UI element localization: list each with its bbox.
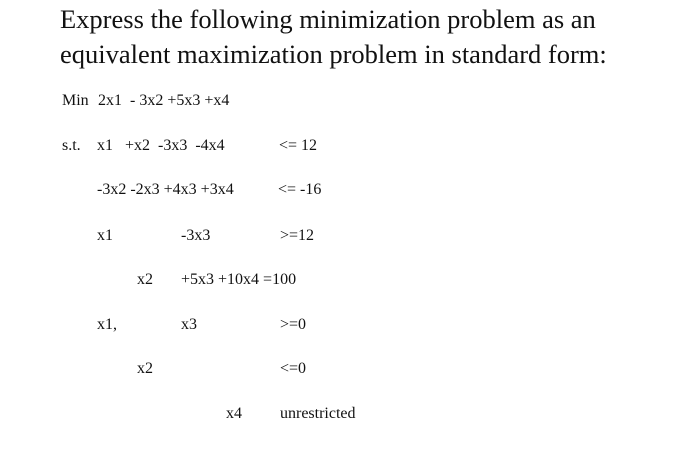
domain-2-relation: <=0 <box>280 360 307 377</box>
constraint-3-relation: >=12 <box>280 227 315 244</box>
constraint-1-relation: <= 12 <box>279 137 318 154</box>
domain-2-term-x2: x2 <box>137 360 153 377</box>
title-line-2: equivalent maximization problem in standard form: <box>60 39 607 69</box>
objective-label: Min <box>62 92 89 109</box>
constraint-2-lhs: -3x2 -2x3 +4x3 +3x4 <box>97 181 234 198</box>
constraint-4-rest: +5x3 +10x4 =100 <box>181 271 297 288</box>
domain-3-relation: unrestricted <box>280 405 356 422</box>
domain-3-term-x4: x4 <box>226 405 242 422</box>
constraint-3-term-x1: x1 <box>97 227 113 244</box>
domain-1-term-x3: x3 <box>181 316 197 333</box>
constraint-3-term-x3: -3x3 <box>181 227 211 244</box>
constraint-4-term-x2: x2 <box>137 271 153 288</box>
problem-statement <box>60 2 690 72</box>
constraint-2-relation: <= -16 <box>278 181 322 198</box>
subject-to-label: s.t. <box>62 137 81 154</box>
objective-expression: 2x1 - 3x2 +5x3 +x4 <box>98 92 230 109</box>
domain-1-relation: >=0 <box>280 316 307 333</box>
constraint-1-lhs: x1 +x2 -3x3 -4x4 <box>97 137 225 154</box>
title-line-1: Express the following minimization problem as an <box>60 4 596 34</box>
domain-1-term-x1: x1, <box>97 316 117 333</box>
